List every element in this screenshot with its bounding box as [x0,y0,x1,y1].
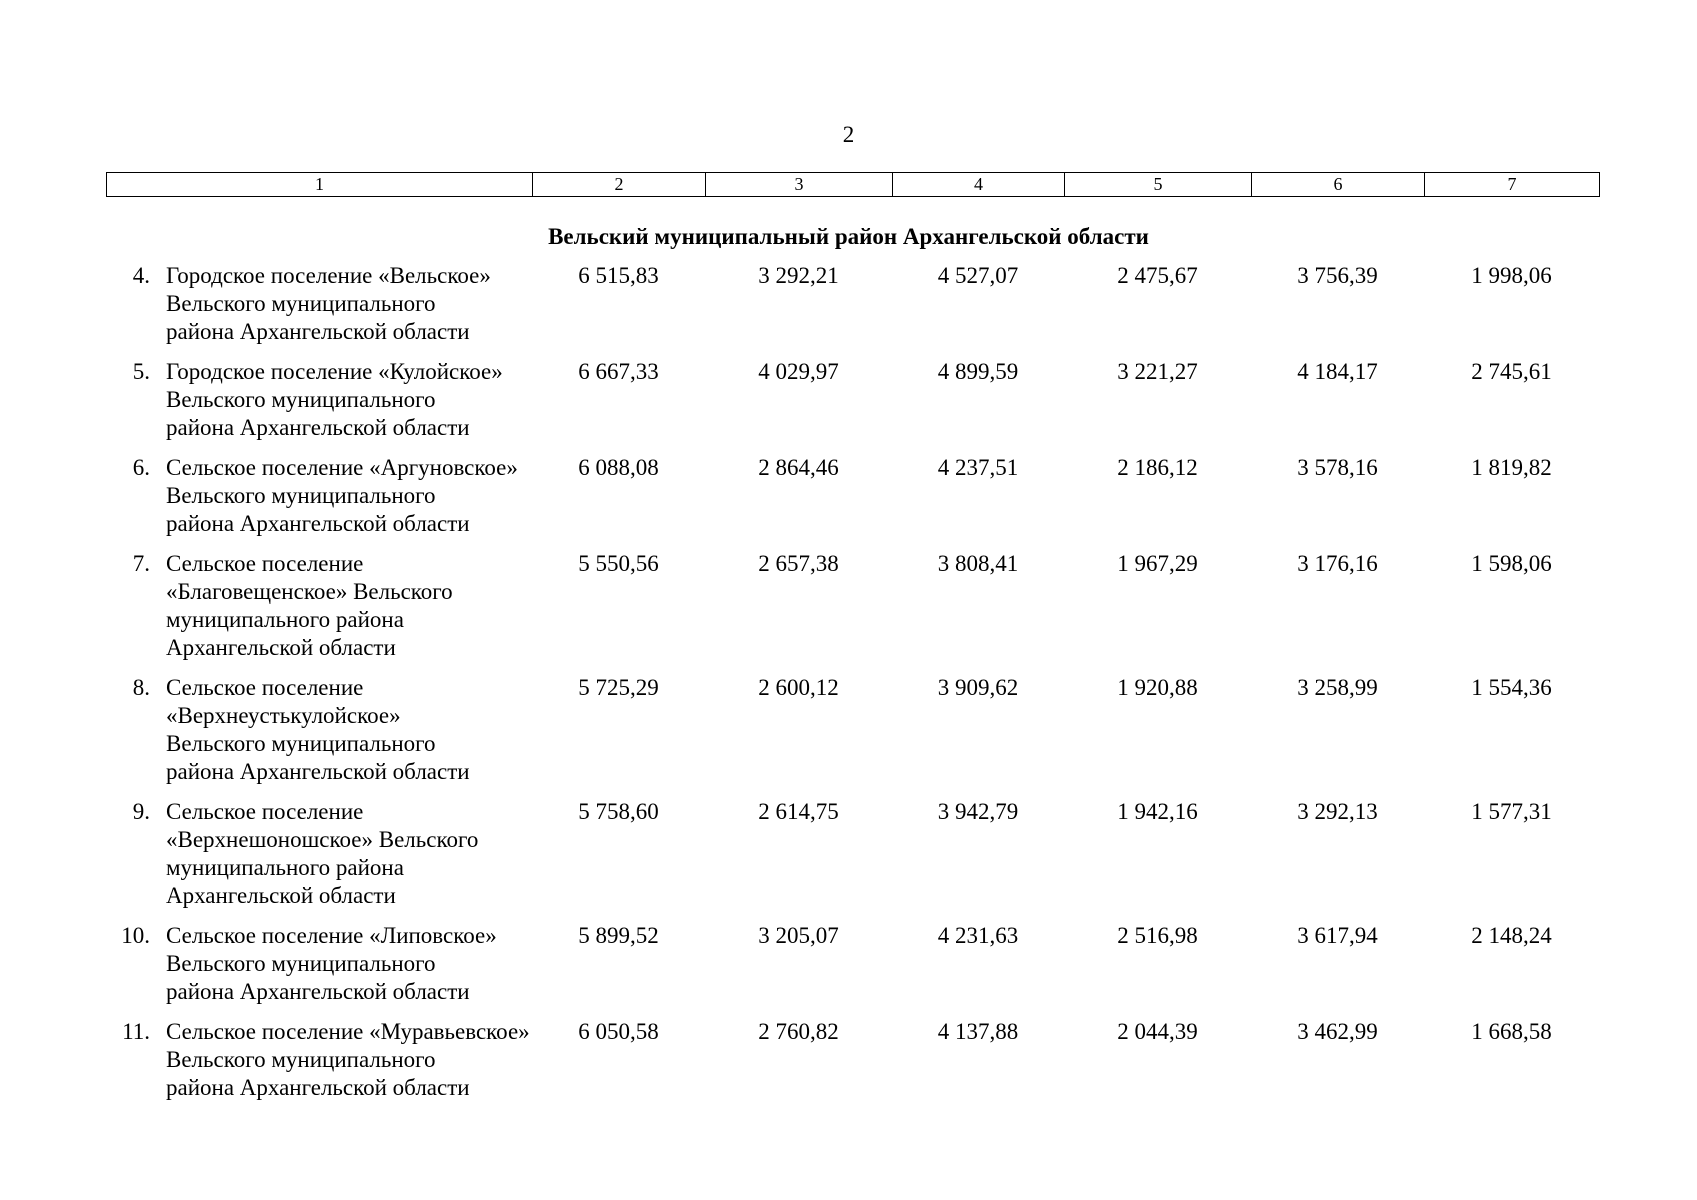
value-col-2: 5 758,60 [578,799,659,824]
settlement-name-line: Сельское поселение [166,675,364,700]
value-col-7: 2 148,24 [1471,923,1552,948]
settlement-name-line: Архангельской области [166,635,396,660]
row-number: 6. [132,455,150,480]
settlement-name-line: Сельское поселение [166,551,364,576]
table-row [106,922,1599,1018]
value-col-3: 2 760,82 [758,1019,839,1044]
settlement-name [158,454,532,550]
settlement-name-line: Архангельской области [166,883,396,908]
settlement-name-line: Сельское поселение [166,799,364,824]
value-col-7: 1 819,82 [1471,455,1552,480]
value-col-2: 6 667,33 [578,359,659,384]
value-col-5: 3 221,27 [1117,359,1198,384]
row-number: 11. [122,1019,150,1044]
settlement-name-line: района Архангельской области [166,759,470,784]
settlement-name-line: муниципального района [166,855,404,880]
section-title: Вельский муниципальный район Архангельской области [548,224,1149,249]
settlement-name [158,358,532,454]
value-col-5: 2 516,98 [1117,923,1198,948]
settlement-name [158,798,532,922]
row-number: 8. [132,675,150,700]
value-col-3: 3 292,21 [758,263,839,288]
table-row [106,358,1599,454]
settlement-name-line: района Архангельской области [166,1075,470,1100]
column-number-2: 2 [533,173,706,197]
settlement-name-line: Сельское поселение «Аргуновское» [166,455,518,480]
value-col-6: 3 578,16 [1297,455,1378,480]
value-col-7: 1 554,36 [1471,675,1552,700]
value-col-4: 4 231,63 [937,923,1019,948]
value-col-2: 5 550,56 [578,551,659,576]
value-col-6: 3 462,99 [1297,1019,1378,1044]
value-col-6: 3 756,39 [1297,263,1378,288]
row-number: 10. [121,923,150,948]
value-col-4: 4 237,51 [937,455,1019,480]
settlement-name [158,550,532,674]
value-col-3: 2 600,12 [758,675,839,700]
row-number: 4. [132,263,150,288]
value-col-5: 1 942,16 [1117,799,1198,824]
value-col-2: 6 050,58 [578,1019,659,1044]
column-number-5: 5 [1065,173,1252,197]
value-col-2: 6 515,83 [578,263,659,288]
settlement-name-line: муниципального района [166,607,404,632]
settlement-name-line: Вельского муниципального [166,1047,436,1072]
value-col-5: 2 186,12 [1117,455,1198,480]
settlement-name-line: района Архангельской области [166,415,470,440]
settlement-name [158,922,532,1018]
value-col-2: 6 088,08 [578,455,659,480]
settlement-name-line: Городское поселение «Кулойское» [166,359,503,384]
value-col-3: 2 864,46 [758,455,839,480]
value-col-5: 1 967,29 [1117,551,1198,576]
table-row [106,454,1599,550]
settlement-name-line: «Верхнешоношское» Вельского [166,827,479,852]
settlement-name-line: района Архангельской области [166,511,470,536]
value-col-6: 4 184,17 [1297,359,1378,384]
value-col-5: 1 920,88 [1117,675,1198,700]
table-row [106,1018,1599,1114]
value-col-6: 3 617,94 [1297,923,1378,948]
table-row [106,550,1599,674]
value-col-6: 3 258,99 [1297,675,1378,700]
settlement-name-line: Вельского муниципального [166,951,436,976]
settlement-name [158,1018,532,1114]
value-col-4: 4 899,59 [937,359,1019,384]
column-number-7: 7 [1425,173,1600,197]
settlement-name [158,262,532,358]
value-col-4: 3 909,62 [937,675,1019,700]
settlement-name-line: района Архангельской области [166,319,470,344]
table-row [106,798,1599,922]
settlement-name-line: района Архангельской области [166,979,470,1004]
settlement-name-line: Сельское поселение «Муравьевское» [166,1019,530,1044]
settlement-name-line: Вельского муниципального [166,291,436,316]
row-number: 5. [132,359,150,384]
value-col-7: 1 577,31 [1471,799,1552,824]
settlement-name [158,674,532,798]
value-col-6: 3 292,13 [1297,799,1378,824]
settlement-name-line: «Благовещенское» Вельского [166,579,453,604]
column-number-3: 3 [706,173,893,197]
column-number-1: 1 [107,173,533,197]
value-col-7: 1 998,06 [1471,263,1552,288]
value-col-2: 5 899,52 [578,923,659,948]
settlement-name-line: Сельское поселение «Липовское» [166,923,497,948]
value-col-4: 4 137,88 [937,1019,1019,1044]
value-col-3: 3 205,07 [758,923,839,948]
value-col-7: 1 598,06 [1471,551,1552,576]
settlement-name-line: «Верхнеустькулойское» [166,703,401,728]
value-col-7: 2 745,61 [1471,359,1552,384]
column-number-6: 6 [1252,173,1425,197]
value-col-3: 2 657,38 [758,551,839,576]
value-col-4: 4 527,07 [937,263,1019,288]
value-col-5: 2 044,39 [1117,1019,1198,1044]
column-number-4: 4 [893,173,1065,197]
value-col-7: 1 668,58 [1471,1019,1552,1044]
column-number-header [106,172,1600,197]
value-col-3: 4 029,97 [758,359,839,384]
settlement-name-line: Вельского муниципального [166,387,436,412]
table-body [106,262,1599,1114]
settlements-table [106,262,1599,1114]
page-number: 2 [842,122,855,147]
table-row [106,262,1599,358]
value-col-6: 3 176,16 [1297,551,1378,576]
value-col-4: 3 808,41 [937,551,1019,576]
value-col-4: 3 942,79 [937,799,1019,824]
row-number: 7. [132,551,150,576]
value-col-5: 2 475,67 [1117,263,1198,288]
value-col-3: 2 614,75 [758,799,839,824]
settlement-name-line: Городское поселение «Вельское» [166,263,491,288]
row-number: 9. [132,799,150,824]
settlement-name-line: Вельского муниципального [166,483,436,508]
value-col-2: 5 725,29 [578,675,659,700]
settlement-name-line: Вельского муниципального [166,731,436,756]
table-row [106,674,1599,798]
